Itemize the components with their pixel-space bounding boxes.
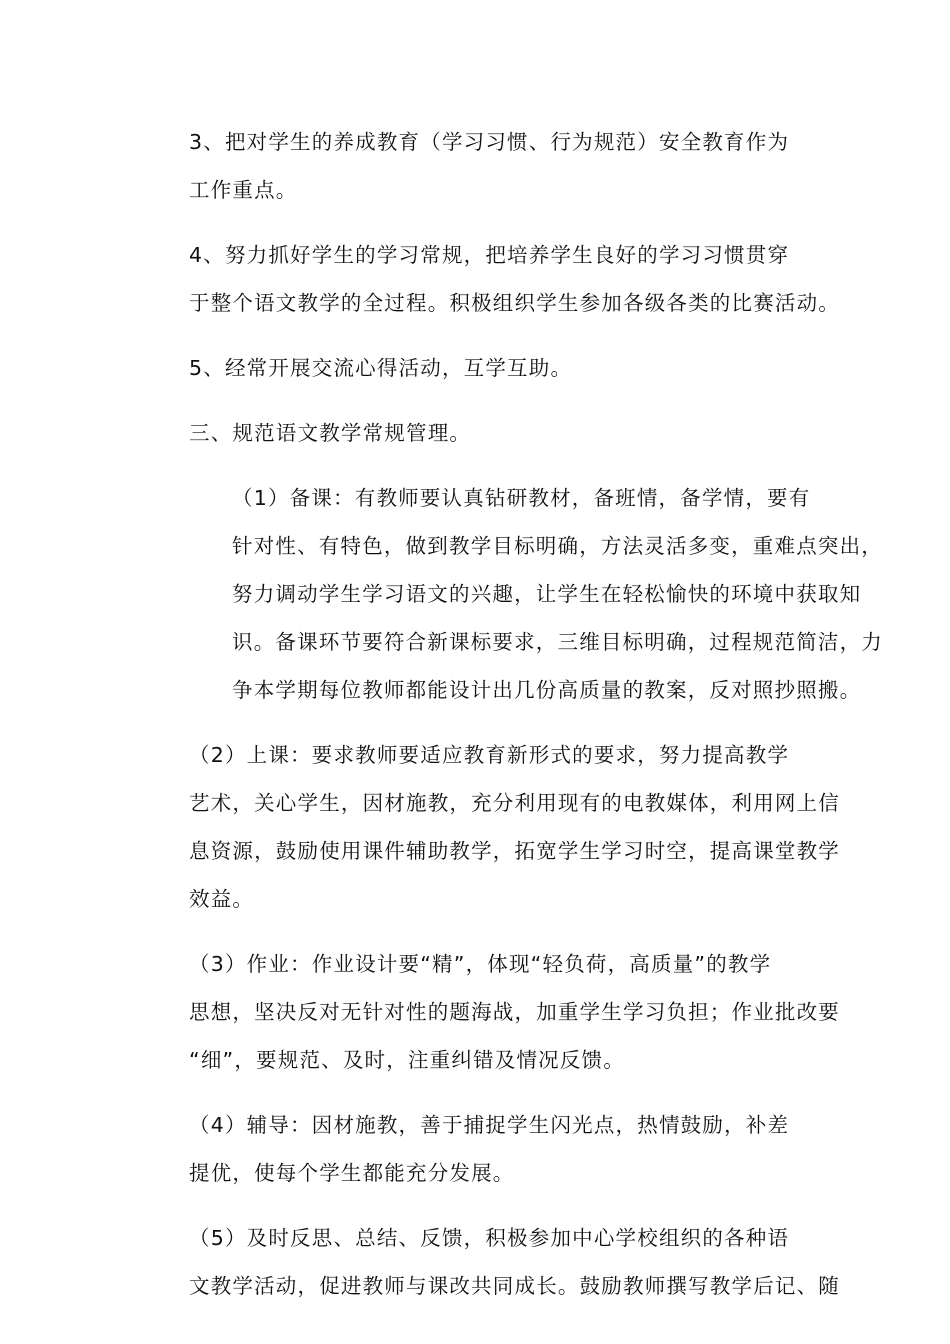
text-line: （1）备课：有教师要认真钻研教材，备班情，备学情，要有 [232,486,811,510]
text-line: 4、努力抓好学生的学习常规，把培养学生良好的学习习惯贯穿 [189,243,790,267]
text-line: 三、规范语文教学常规管理。 [189,421,472,445]
text-line: 努力调动学生学习语文的兴趣，让学生在轻松愉快的环境中获取知 [232,582,862,606]
paragraph-item-3 [146,118,806,214]
text-line: 5、经常开展交流心得活动，互学互助。 [189,356,573,380]
text-line: （3）作业：作业设计要“精”，体现“轻负荷，高质量”的教学 [189,952,772,976]
text-line: 效益。 [189,887,255,911]
text-line: 工作重点。 [189,178,298,202]
document-body [146,118,883,1327]
text-line: “细”，要规范、及时，注重纠错及情况反馈。 [189,1048,625,1072]
text-line: 于整个语文教学的全过程。积极组织学生参加各级各类的比赛活动。 [189,291,840,315]
text-line: 针对性、有特色，做到教学目标明确，方法灵活多变，重难点突出， [232,534,883,558]
text-line: 思想，坚决反对无针对性的题海战，加重学生学习负担；作业批改要 [189,1000,840,1024]
paragraph-sub-2-class [146,731,840,923]
section-heading [146,409,806,457]
text-line: 艺术，关心学生，因材施教，充分利用现有的电教媒体，利用网上信 [189,791,840,815]
text-line: 3、把对学生的养成教育（学习习惯、行为规范）安全教育作为 [189,130,790,154]
text-line: 识。备课环节要符合新课标要求，三维目标明确，过程规范简洁，力 [232,630,883,654]
paragraph-item-4 [146,231,840,327]
text-line: 息资源，鼓励使用课件辅助教学，拓宽学生学习时空，提高课堂教学 [189,839,840,863]
text-line: 提优，使每个学生都能充分发展。 [189,1161,515,1185]
text-line: 争本学期每位教师都能设计出几份高质量的教案，反对照抄照搬。 [232,678,862,702]
paragraph-item-5 [146,344,806,392]
text-line: （5）及时反思、总结、反馈，积极参加中心学校组织的各种语 [189,1226,790,1250]
text-line: （2）上课：要求教师要适应教育新形式的要求，努力提高教学 [189,743,790,767]
paragraph-sub-3-homework [146,940,840,1084]
paragraph-sub-1-lesson-prep [146,474,883,714]
text-line: （4）辅导：因材施教，善于捕捉学生闪光点，热情鼓励，补差 [189,1113,790,1137]
paragraph-sub-5-reflection [146,1214,840,1310]
paragraph-sub-4-tutoring [146,1101,806,1197]
text-line: 文教学活动，促进教师与课改共同成长。鼓励教师撰写教学后记、随 [189,1274,840,1298]
